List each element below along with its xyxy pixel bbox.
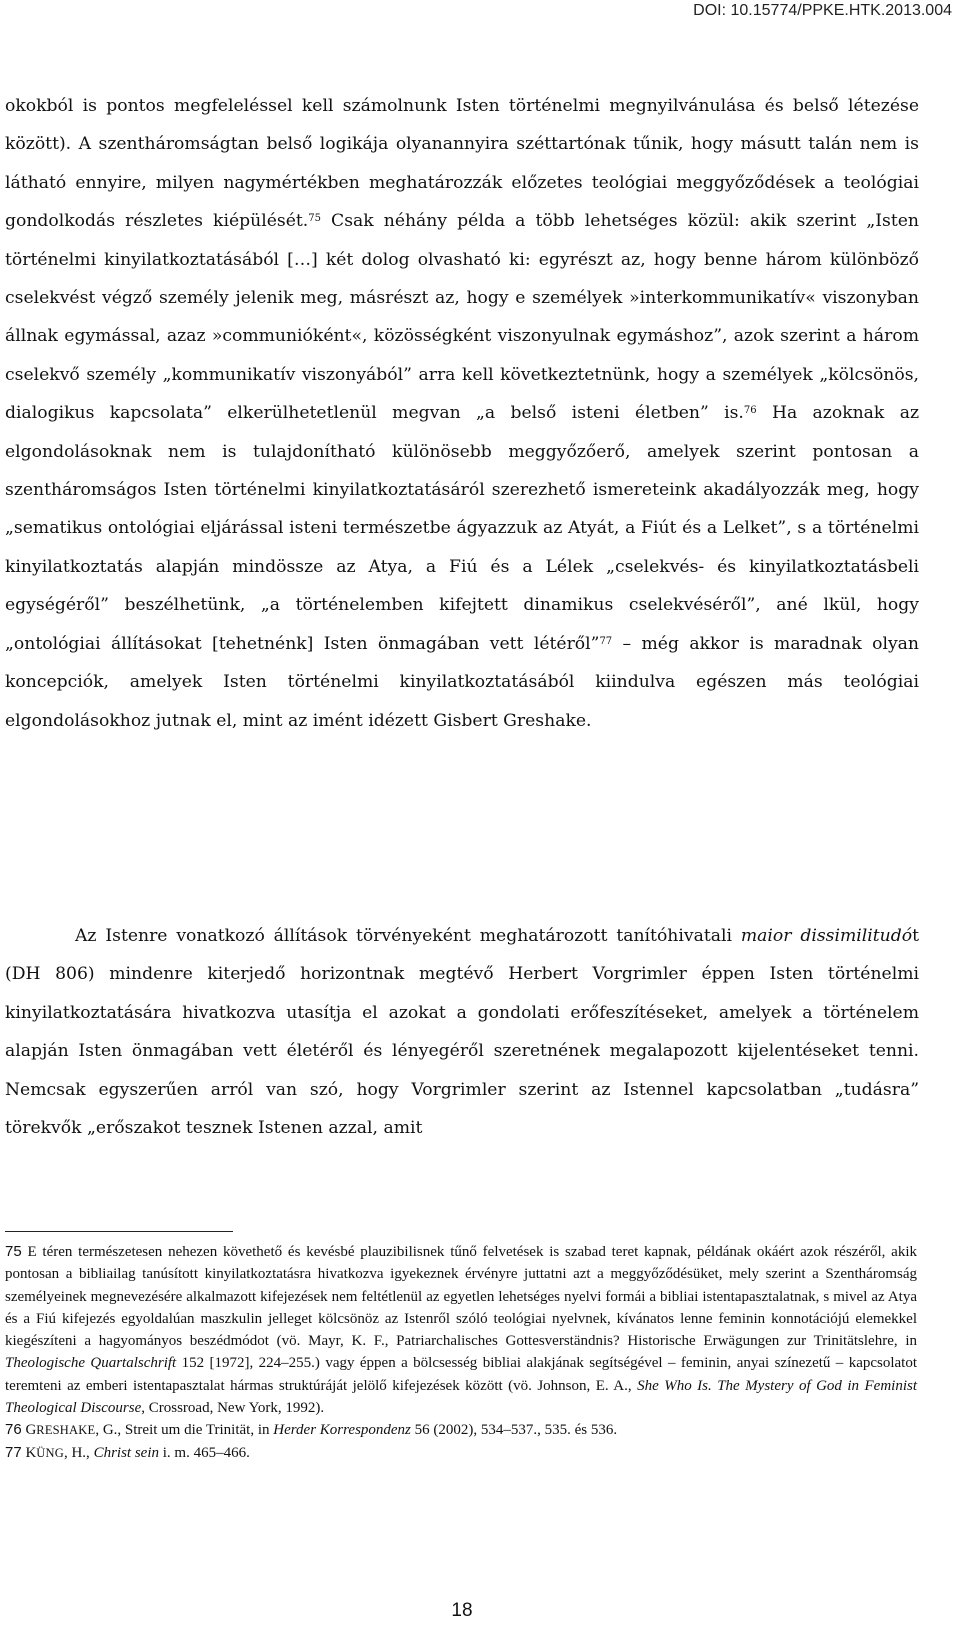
book-title: Christ sein: [93, 1444, 159, 1461]
page-number: 18: [451, 1600, 473, 1621]
footnote-77: [5, 1442, 917, 1464]
footnote-text: , G., Streit um die Trinität, in: [95, 1422, 274, 1439]
footnote-text: 152 [1972], 224–255.) vagy éppen a bölcsesség bibliai alakjának segítségével – feminin, anyai színezetű – kapcsolatot teremteni az emberi istentapasztalat hármas struktúráját jelölő kifejezések között (vö. Johnson, E. A.,: [5, 1355, 918, 1394]
paragraph-text: Csak néhány példa a több lehetséges közül: akik szerint „Isten történelmi kinyilatkoztatásából […] két dolog olvasható ki: egyrészt az, hogy benne három különböző cselekvést végző személy jelenik meg, másrészt az, hogy e személyek »interkommunikatív« viszonyban állnak egymással, azaz »communióként«, közösségként viszonyulnak egymáshoz”, azok szerint a három cselekvő személy „kommunikatív viszonyából” arra kell következtetnünk, hogy a személyek „kölcsönös, dialogikus kapcsolata” elkerülhetetlenül megvan „a belső isteni életben” is.: [5, 211, 919, 424]
footnote-ref-77[interactable]: 77: [599, 635, 613, 647]
footnote-separator: [5, 1231, 233, 1232]
footnote-75: [5, 1241, 917, 1419]
paragraph-text: – még akkor is maradnak olyan koncepciók, amelyek Isten történelmi kinyilatkoztatásából kiindulva egészen más teológiai elgondolásokhoz jutnak el, mint az imént idézett Gisbert Greshake.: [5, 633, 920, 731]
doi-header: DOI: 10.15774/PPKE.HTK.2013.004: [693, 2, 952, 19]
journal-title: Theologische Quartalschrift: [5, 1355, 177, 1372]
footnote-76: [5, 1419, 917, 1441]
footnote-number: 77: [5, 1443, 22, 1461]
journal-title: Herder Korrespondenz: [273, 1422, 411, 1439]
footnotes: [5, 1241, 917, 1464]
footnote-number: 75: [5, 1243, 22, 1260]
footnote-text: 56 (2002), 534–537., 535. és 536.: [410, 1422, 618, 1439]
footnote-ref-75[interactable]: 75: [308, 213, 321, 225]
footnote-text: , H.,: [63, 1444, 94, 1461]
body-paragraph-1: [5, 87, 919, 740]
footnote-text: i. m. 465–466.: [159, 1444, 250, 1461]
author-name: KÜNG: [21, 1444, 64, 1461]
book-title: She Who Is. The Mystery of God in Feminist Theological Discourse: [5, 1377, 917, 1417]
footnote-text: , Crossroad, New York, 1992).: [141, 1400, 325, 1417]
footnote-text: E téren természetesen nehezen követhető és kevésbé plauzibilisnek tűnő felvetések is szabad teret kapnak, példának okáért azok részéről, akik pontosan a bibliailag tanúsított kinyilatkoztatásra hivatkozva igyekeznek érvényre juttatni azt a meggyőződésüket, mely szerint a Szentháromság személyeinek megnevezésére alkalmazott kifejezések nem feltétlenül az egyetlen lehetséges nyelvi formái a bibliai istentapasztalatnak, s mivel az Atya és a Fiú kifejezés egyoldalúan maszkulin jelleget kölcsönöz az Istenről szóló teológiai nyelvnek, kívánatos lenne feminin konnotációjú elemekkel kiegészíteni a hagyományos beszédmódot (vö. Mayr, K. F., Patriarchalisches Gottesverständnis? Historische Erwägungen zur Trinitätslehre, in: [5, 1244, 917, 1350]
paragraph-text: okokból is pontos megfeleléssel kell számolnunk Isten történelmi megnyilvánulása és belső létezése között). A szentháromságtan belső logikája olyanannyira széttartónak tűnik, hogy másutt talán nem is látható ennyire, milyen nagymértékben meghatározzák előzetes teológiai meggyőződések a teológiai gondolkodás részletes kiépülését.: [5, 96, 919, 232]
paragraph-text: Ha azoknak az elgondolásoknak nem is tulajdonítható különösebb meggyőzőerő, amelyek szerint pontosan a szentháromságos Isten történelmi kinyilatkoztatásáról szerezhető ismereteink akadályozzák meg, hogy „sematikus ontológiai eljárással isteni természetbe ágyazzuk az Atyát, a Fiút és a Lelket”, s a történelmi kinyilatkoztatás alapján mindössze az Atya, a Fiú és a Lélek „cselekvés- és kinyilatkoztatásbeli egységéről” beszélhetünk, „a történelemben kifejtett dinamikus cselekvéséről”, ané lkül, hogy „ontológiai állításokat [tehetnénk] Isten önmagában vett létéről”: [5, 403, 919, 654]
paragraph-text: t (DH 806) mindenre kiterjedő horizontnak megtévő Herbert Vorgrimler éppen Isten történelmi kinyilatkoztatására hivatkozva utasítja el azokat a gondolati erőfeszítéseket, amelyek a történelem alapján Isten önmagában vett életéről és lényegéről szeretnének megalapozott kijelentéseket tenni. Nemcsak egyszerűen arról van szó, hogy Vorgrimler szerint az Istennel kapcsolatban „tudásra” törekvők „erőszakot tesznek Istenen azzal, amit: [5, 926, 919, 1139]
author-name: GRESHAKE: [21, 1422, 96, 1439]
body-paragraph-2: [5, 917, 919, 1147]
latin-term: maior dissimilitudó: [740, 926, 913, 946]
footnote-ref-76[interactable]: 76: [743, 405, 757, 417]
footnote-number: 76: [5, 1421, 22, 1439]
paragraph-text: Az Istenre vonatkozó állítások törvényeként meghatározott tanítóhivatali: [75, 926, 741, 946]
